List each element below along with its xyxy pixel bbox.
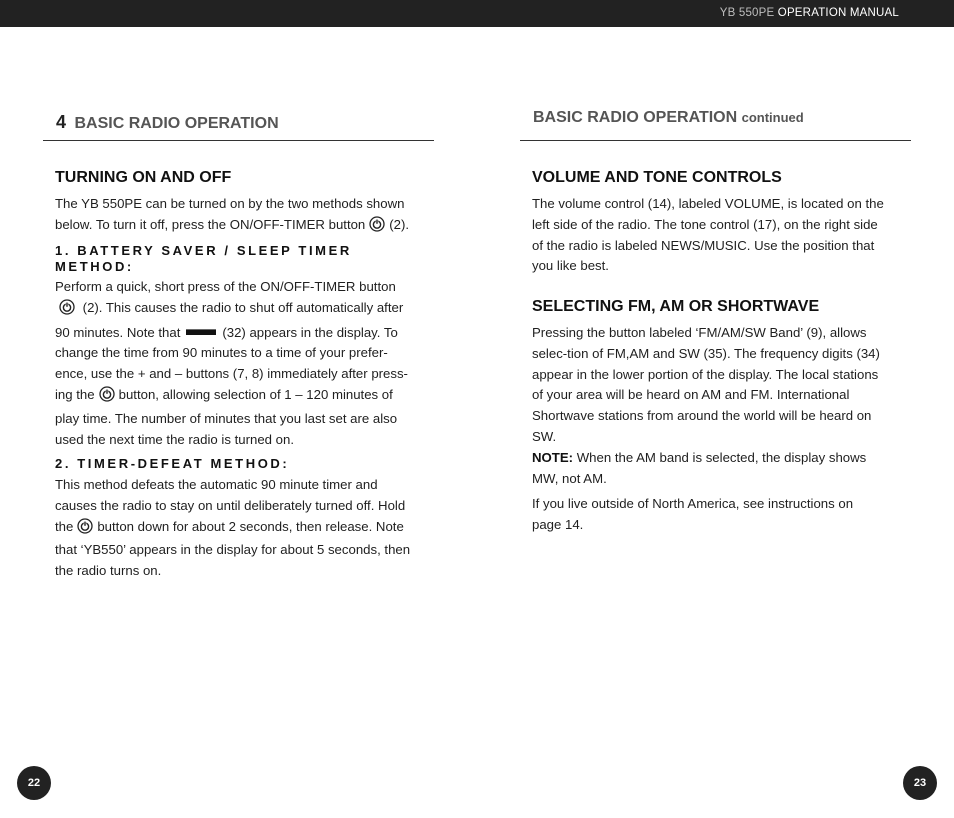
method2-text-b: button down for about 2 seconds, then release. Note that ‘YB550’ appears in the display for about 5 seconds, then the radio turns on. (55, 518, 411, 579)
outside-na-paragraph: If you live outside of North America, see instructions on page 14. (532, 496, 854, 532)
method2-heading: 2. TIMER-DEFEAT METHOD: (55, 456, 290, 471)
method1-text-d: button, allowing selection of 1 – 120 minutes of play time. The number of minutes that you last set are also used the next time the radio is turned on. (55, 386, 398, 447)
method1-text-a: Perform a quick, short press of the ON/OFF-TIMER button (55, 279, 396, 294)
chapter-title: BASIC RADIO OPERATION (74, 115, 279, 132)
manual-header (720, 7, 899, 19)
turning-on-text: The YB 550PE can be turned on by the two methods shown below. To turn it off, press the ON/OFF-TIMER button (55, 196, 405, 232)
turning-on-text-end: (2). (389, 216, 410, 232)
power-button-icon (59, 299, 75, 322)
page-number-right: 23 (903, 766, 937, 800)
method2-paragraph (55, 475, 417, 582)
continued-label: continued (741, 110, 804, 125)
method1-text-c: (32) appears in the display. To change the time from 90 minutes to a time of your prefer-ence, use the + and – buttons (7, 8) immediately after press-ing the (55, 324, 408, 402)
sleep-timer-bar-icon (186, 322, 216, 329)
manual-label: OPERATION MANUAL (777, 7, 899, 19)
power-button-icon (99, 386, 115, 409)
bands-paragraph: Pressing the button labeled ‘FM/AM/SW Band’ (9), allows selec-tion of FM,AM and SW (35). The frequency digits (34) appear in the lower portion of the display. The local stations of your area will be heard on AM and FM. International Shortwave stations from around the world will be heard on SW. (532, 325, 880, 444)
method1-heading: 1. BATTERY SAVER / SLEEP TIMER METHOD: (55, 243, 352, 274)
turning-on-paragraph (55, 194, 417, 239)
header-bar (0, 0, 954, 27)
note-text: When the AM band is selected, the display shows MW, not AM. (532, 450, 867, 486)
page-number-left: 22 (17, 766, 51, 800)
right-page-title: BASIC RADIO OPERATION (533, 109, 738, 126)
power-button-icon (77, 518, 93, 541)
section-title-bands: SELECTING FM, AM OR SHORTWAVE (532, 298, 820, 315)
method1-paragraph (55, 277, 415, 450)
section-title-turning-on: TURNING ON AND OFF (55, 169, 232, 186)
right-divider (520, 140, 911, 141)
note-label: NOTE: (532, 450, 574, 465)
power-button-icon (369, 216, 385, 239)
chapter-number: 4 (56, 112, 67, 132)
right-page-heading (533, 109, 804, 127)
method2-text-a: This method defeats the automatic 90 minute timer and causes the radio to stay on until deliberately turned off. Hold the (55, 477, 406, 534)
section-title-volume: VOLUME AND TONE CONTROLS (532, 169, 782, 186)
model-name: YB 550PE (719, 7, 775, 19)
left-divider (43, 140, 434, 141)
note-paragraph (532, 448, 882, 490)
method1-text-b: (2). This causes the radio to shut off automatically after 90 minutes. Note that (55, 299, 404, 340)
volume-paragraph: The volume control (14), labeled VOLUME, is located on the left side of the radio. The tone control (17), on the right side of the radio is labeled NEWS/MUSIC. Use the position that you like best. (532, 196, 884, 274)
chapter-heading (56, 112, 279, 133)
